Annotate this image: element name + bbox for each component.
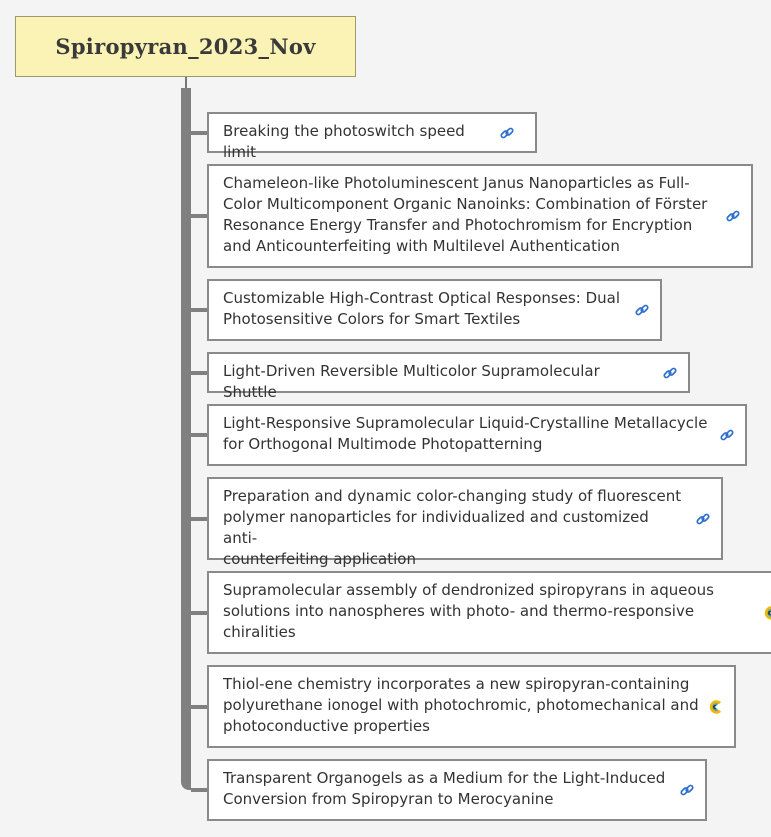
topic-text-line: Supramolecular assembly of dendronized spiropyrans in aqueous xyxy=(223,581,714,599)
branch-connector xyxy=(191,214,207,218)
topic-node[interactable] xyxy=(207,404,747,466)
branch-connector xyxy=(191,611,207,615)
topic-text-line: solutions into nanospheres with photo- and thermo-responsive xyxy=(223,602,695,620)
branch-connector xyxy=(191,517,207,521)
topic-text-line: Resonance Energy Transfer and Photochromism for Encryption xyxy=(223,216,693,234)
link-icon[interactable] xyxy=(662,365,678,381)
topic-node[interactable] xyxy=(207,112,537,161)
root-topic[interactable] xyxy=(15,16,356,77)
topic-text-line: polyurethane ionogel with photochromic, photomechanical and xyxy=(223,696,699,714)
link-icon[interactable] xyxy=(634,302,650,318)
topic-text-line: Thiol-ene chemistry incorporates a new spiropyran-containing xyxy=(223,675,690,693)
topic-node[interactable] xyxy=(207,665,736,748)
topic-node[interactable] xyxy=(207,477,723,568)
branch-connector xyxy=(191,308,207,312)
topic-text-line: Photosensitive Colors for Smart Textiles xyxy=(223,310,521,328)
branch-connector xyxy=(191,433,207,437)
topic-text-line: Chameleon-like Photoluminescent Janus Nanoparticles as Full- xyxy=(223,174,690,192)
topic-node[interactable] xyxy=(207,279,662,341)
crossref-icon[interactable] xyxy=(708,699,724,715)
topic-text-line: and Anticounterfeiting with Multilevel Authentication xyxy=(223,237,620,255)
topic-text-line: Color Multicomponent Organic Nanoinks: Combination of Förster xyxy=(223,195,708,213)
topic-text-line: Transparent Organogels as a Medium for the Light-Induced xyxy=(223,769,666,787)
topic-text-line: Light-Responsive Supramolecular Liquid-Crystalline Metallacycle xyxy=(223,414,708,432)
topic-text-line: Customizable High-Contrast Optical Responses: Dual xyxy=(223,289,620,307)
link-icon[interactable] xyxy=(719,427,735,443)
topic-text-line: Conversion from Spiropyran to Merocyanine xyxy=(223,790,554,808)
topic-text-line: polymer nanoparticles for individualized and customized anti- xyxy=(223,508,649,547)
link-icon[interactable] xyxy=(695,511,711,527)
topic-text-line: chiralities xyxy=(223,623,296,641)
link-icon[interactable] xyxy=(679,782,695,798)
topic-text-line: Breaking the photoswitch speed limit xyxy=(223,122,465,161)
branch-connector xyxy=(191,371,207,375)
link-icon[interactable] xyxy=(725,208,741,224)
link-icon[interactable] xyxy=(499,125,515,141)
topic-text-line: Preparation and dynamic color-changing study of fluorescent xyxy=(223,487,682,505)
branch-connector xyxy=(191,705,207,709)
topic-text-line: Light-Driven Reversible Multicolor Supramolecular Shuttle xyxy=(223,362,600,401)
branch-connector xyxy=(191,788,207,792)
topic-text-line: photoconductive properties xyxy=(223,717,430,735)
crossref-icon[interactable] xyxy=(763,605,771,621)
topic-node[interactable] xyxy=(207,352,690,401)
root-title: Spiropyran_2023_Nov xyxy=(55,34,316,59)
trunk-connector xyxy=(181,88,191,790)
branch-connector xyxy=(191,131,207,135)
topic-text-line: counterfeiting application xyxy=(223,550,416,568)
topic-node[interactable] xyxy=(207,571,771,654)
topic-text-line: for Orthogonal Multimode Photopatterning xyxy=(223,435,543,453)
topic-node[interactable] xyxy=(207,759,707,821)
topic-node[interactable] xyxy=(207,164,753,268)
